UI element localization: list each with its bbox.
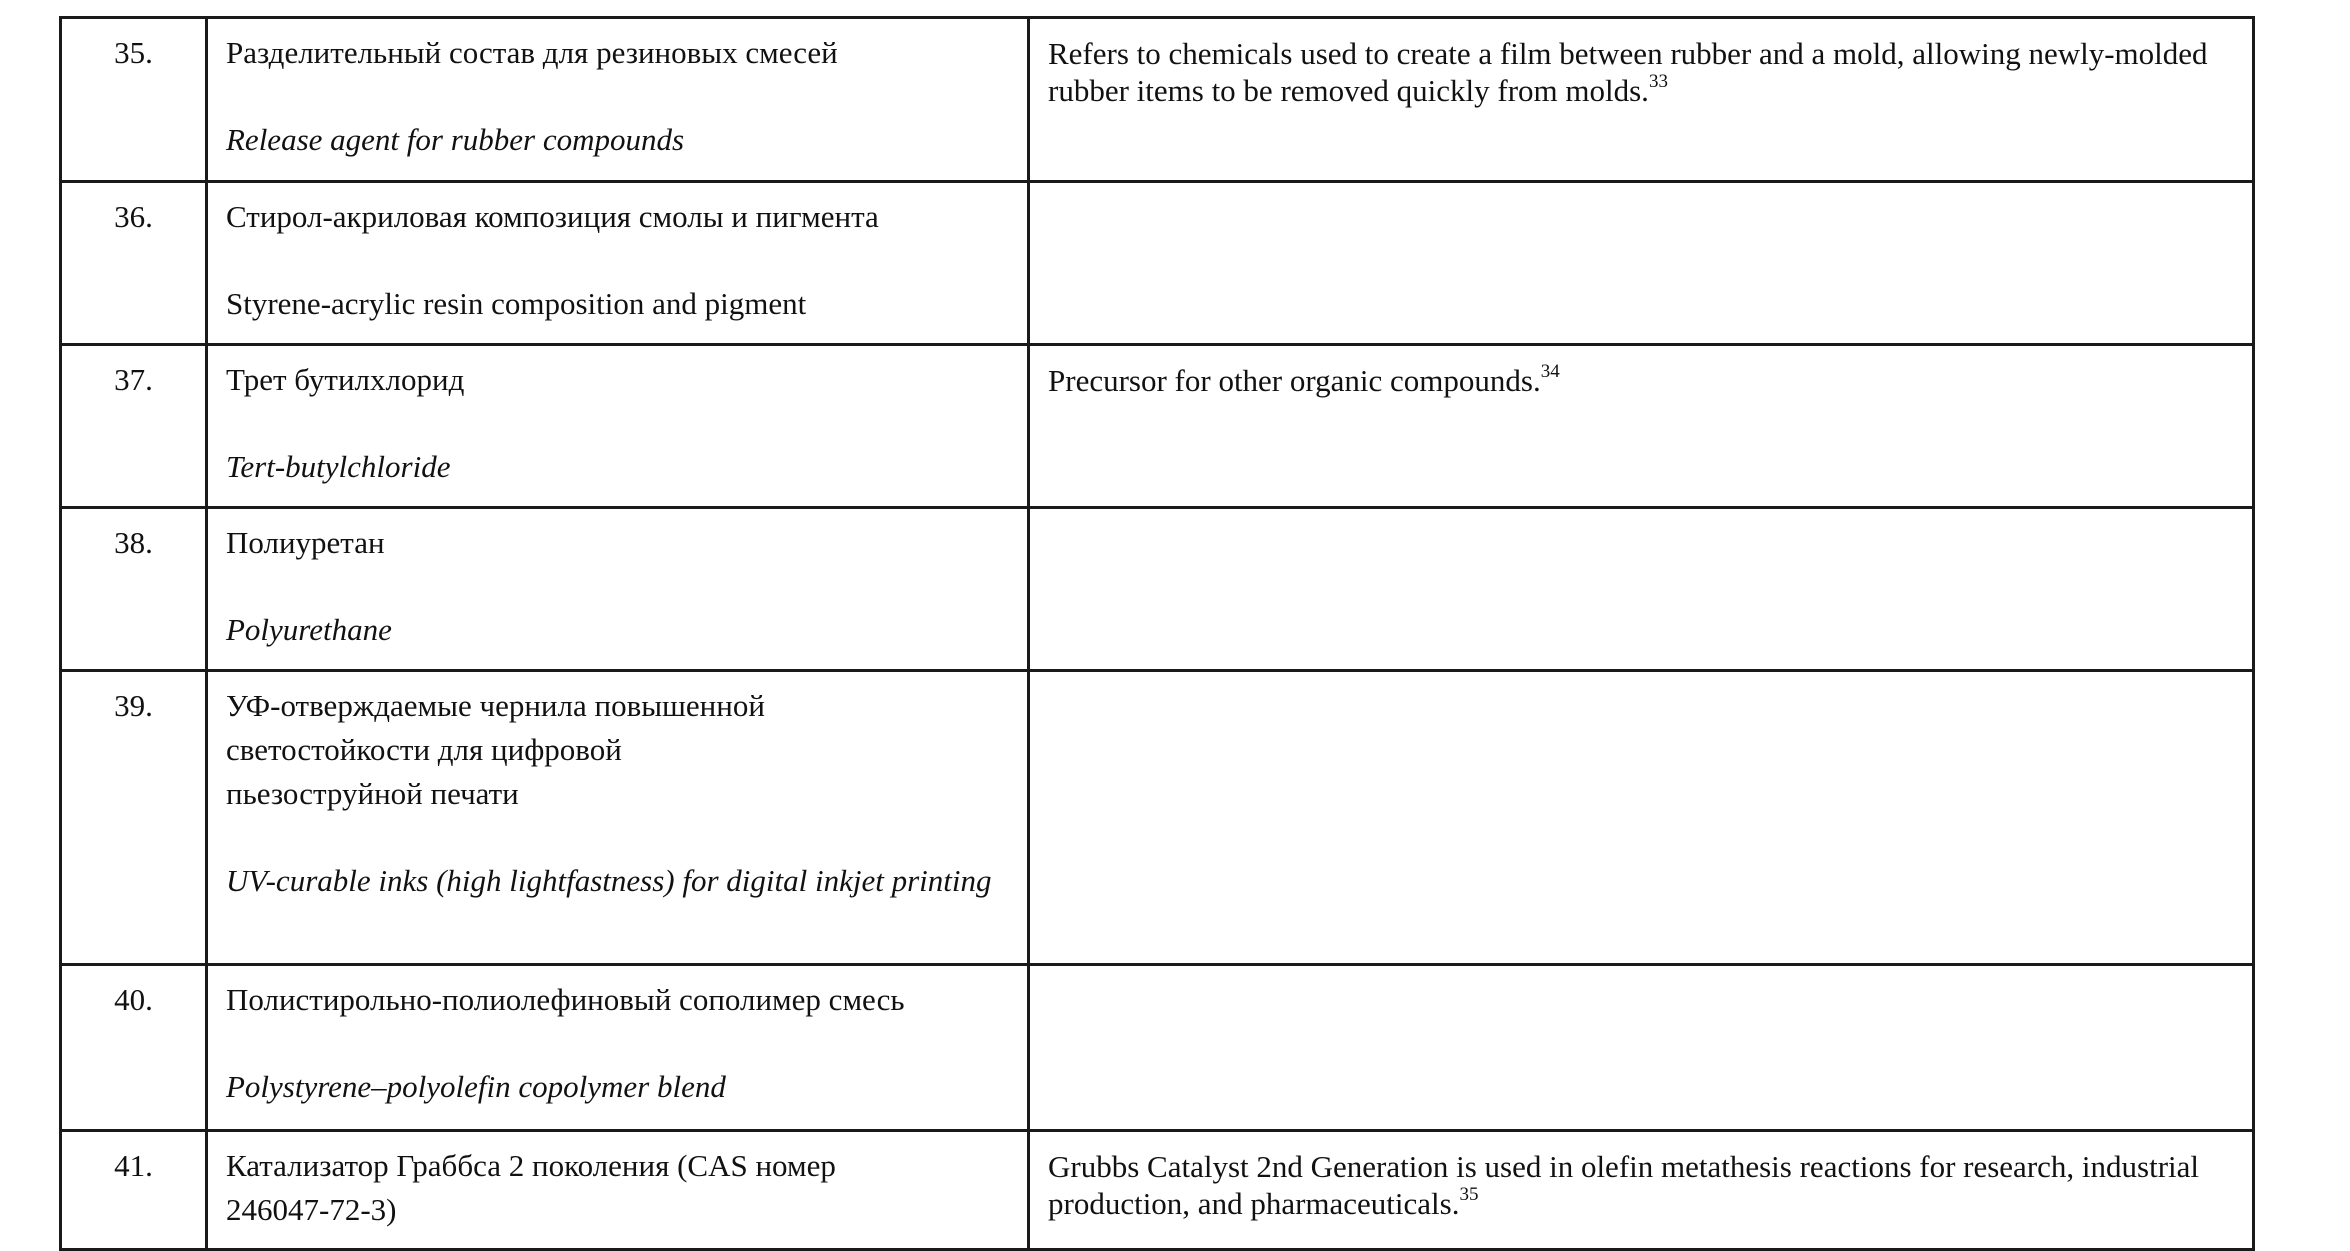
name-cell xyxy=(207,965,1029,1131)
table-row xyxy=(61,671,2254,965)
description-cell xyxy=(1029,965,2254,1131)
row-number: 35. xyxy=(61,18,207,182)
description-text: Precursor for other organic compounds. xyxy=(1048,363,1541,398)
name-cell xyxy=(207,671,1029,965)
description-cell xyxy=(1029,182,2254,345)
chemicals-table xyxy=(59,16,2255,1251)
name-russian: УФ-отверждаемые чернила повышенной светостойкости для цифровой пьезоструйной печати xyxy=(226,688,765,811)
description-text: Grubbs Catalyst 2nd Generation is used in olefin metathesis reactions for research, industrial production, and pharmaceuticals. xyxy=(1048,1149,2199,1221)
name-cell xyxy=(207,1131,1029,1250)
description-cell xyxy=(1029,508,2254,671)
name-russian: Разделительный состав для резиновых смесей xyxy=(226,35,838,70)
row-number: 39. xyxy=(61,671,207,965)
footnote-ref: 33 xyxy=(1648,70,1668,92)
name-english: Polystyrene–polyolefin copolymer blend xyxy=(226,1069,726,1104)
name-russian: Стирол-акриловая композиция смолы и пигмента xyxy=(226,199,879,234)
description-cell xyxy=(1029,1131,2254,1250)
row-number: 36. xyxy=(61,182,207,345)
description-cell xyxy=(1029,18,2254,182)
description-cell xyxy=(1029,345,2254,508)
name-english: Polyurethane xyxy=(226,612,392,647)
row-number: 40. xyxy=(61,965,207,1131)
description-cell xyxy=(1029,671,2254,965)
name-english: Release agent for rubber compounds xyxy=(226,122,685,157)
table-row xyxy=(61,345,2254,508)
footnote-ref: 34 xyxy=(1540,360,1560,382)
name-russian: Катализатор Граббса 2 поколения (CAS номер 246047-72-3) xyxy=(226,1148,836,1227)
table-row xyxy=(61,18,2254,182)
name-cell xyxy=(207,508,1029,671)
table-row xyxy=(61,1131,2254,1250)
name-english: UV-curable inks (high lightfastness) for digital inkjet printing xyxy=(226,863,992,898)
table-row xyxy=(61,182,2254,345)
name-russian: Трет бутилхлорид xyxy=(226,362,465,397)
name-english: Tert-butylchloride xyxy=(226,449,451,484)
name-cell xyxy=(207,18,1029,182)
footnote-ref: 35 xyxy=(1459,1183,1479,1205)
name-russian: Полистирольно-полиолефиновый сополимер смесь xyxy=(226,982,905,1017)
table-row xyxy=(61,508,2254,671)
row-number: 38. xyxy=(61,508,207,671)
name-russian: Полиуретан xyxy=(226,525,385,560)
description-text: Refers to chemicals used to create a film between rubber and a mold, allowing newly-molded rubber items to be removed quickly from molds. xyxy=(1048,36,2208,108)
name-cell xyxy=(207,182,1029,345)
table-row xyxy=(61,965,2254,1131)
name-cell xyxy=(207,345,1029,508)
row-number: 41. xyxy=(61,1131,207,1250)
row-number: 37. xyxy=(61,345,207,508)
name-english: Styrene-acrylic resin composition and pigment xyxy=(226,286,807,321)
